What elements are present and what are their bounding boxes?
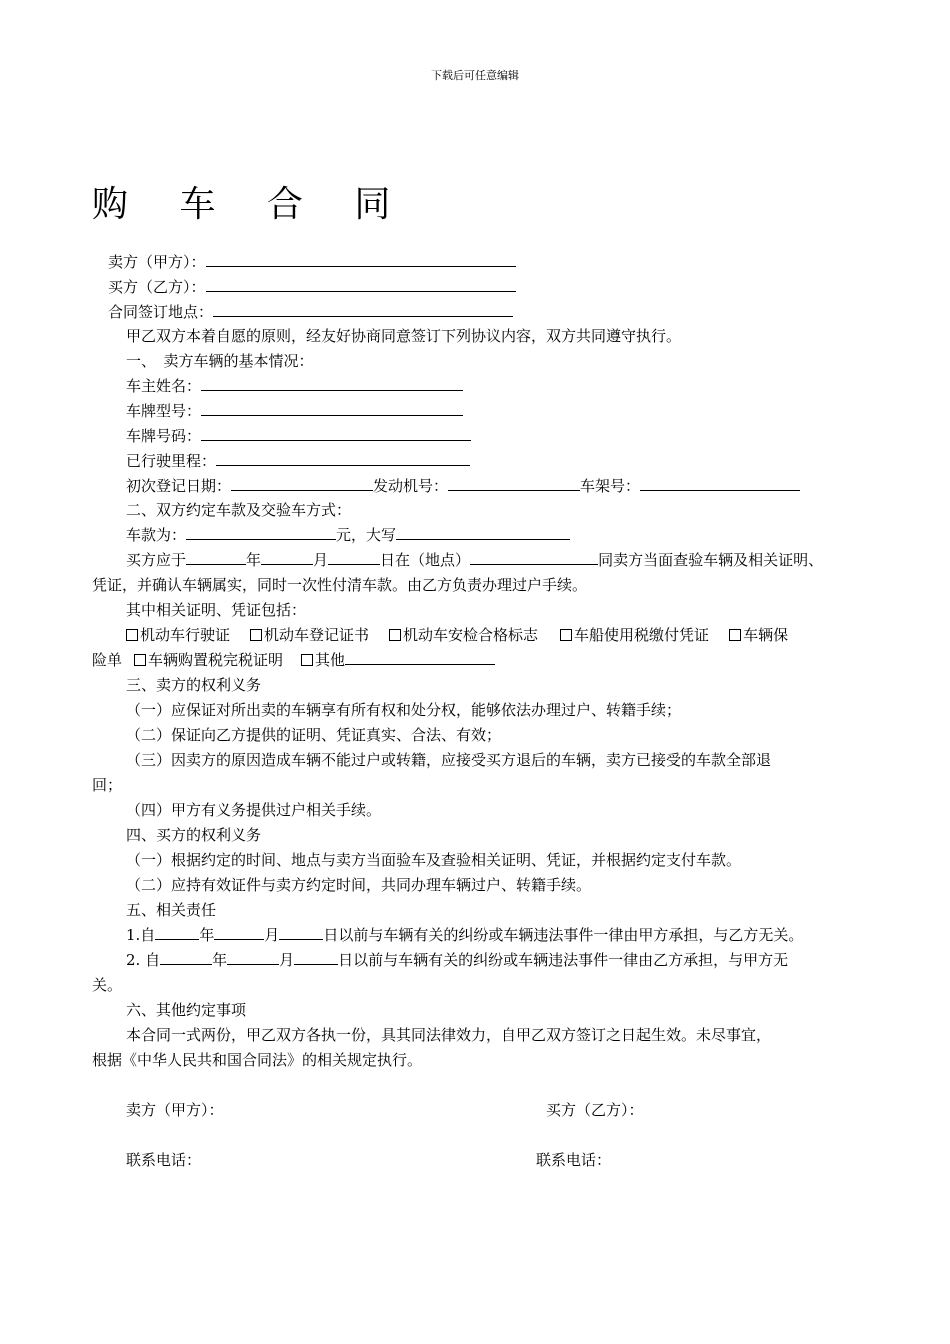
doc-label: 车辆购置税完税证明 — [148, 651, 284, 669]
buyer-line — [108, 277, 516, 297]
docs-title: 其中相关证明、凭证包括： — [126, 601, 307, 619]
doc-label: 机动车登记证书 — [264, 626, 370, 644]
inspection-line — [126, 550, 823, 570]
checkbox[interactable] — [560, 629, 572, 641]
section3-item: （一）应保证对所出卖的车辆享有所有权和处分权，能够依法办理过户、转籍手续； — [126, 701, 682, 719]
checkbox[interactable] — [729, 629, 741, 641]
liability-month-field[interactable] — [227, 950, 279, 965]
doc-item[interactable] — [301, 651, 345, 669]
doc-item[interactable] — [250, 626, 369, 644]
doc-label: 车船使用税缴付凭证 — [574, 626, 710, 644]
section2-title: 二、双方约定车款及交验车方式： — [126, 501, 352, 519]
docs-line-2 — [92, 650, 495, 670]
checkbox[interactable] — [126, 629, 138, 641]
price-line — [126, 525, 570, 545]
frame-label: 车架号： — [580, 477, 641, 495]
engine-label: 发动机号： — [373, 477, 449, 495]
section3-item: （二）保证向乙方提供的证明、凭证真实、合法、有效； — [126, 726, 502, 744]
doc-item[interactable] — [560, 626, 709, 644]
checkbox[interactable] — [389, 629, 401, 641]
section4-item: （一）根据约定的时间、地点与卖方当面验车及查验相关证明、凭证，并根据约定支付车款。 — [126, 851, 742, 869]
seller-label: 卖方（甲方）： — [108, 253, 206, 271]
seller-sign-label: 卖方（甲方）： — [126, 1101, 224, 1119]
checkbox[interactable] — [250, 629, 262, 641]
reg-date-field[interactable] — [231, 476, 373, 491]
year-label: 年 — [212, 951, 228, 969]
section4-item: （二）应持有效证件与卖方约定时间，共同办理车辆过户、转籍手续。 — [126, 876, 592, 894]
inspection-year-field[interactable] — [186, 550, 246, 565]
plate-line — [126, 426, 471, 446]
section6-title: 六、其他约定事项 — [126, 1001, 247, 1019]
liability-year-field[interactable] — [160, 950, 212, 965]
year-label: 年 — [199, 926, 215, 944]
owner-field[interactable] — [201, 376, 463, 391]
liability-day-field[interactable] — [294, 950, 338, 965]
seller-line — [108, 252, 516, 272]
doc-item[interactable] — [126, 626, 230, 644]
page-header: 下载后可任意编辑 — [431, 69, 519, 82]
docs-line-1 — [126, 625, 788, 645]
doc-label: 其他 — [315, 651, 346, 669]
month-label: 月 — [313, 551, 329, 569]
section1-title: 一、 卖方车辆的基本情况： — [126, 352, 314, 370]
liability-line-1 — [126, 925, 803, 945]
section6-text: 本合同一式两份，甲乙双方各执一份，具其同法律效力，自甲乙双方签订之日起生效。未尽事宜， — [126, 1026, 772, 1044]
inspection-text-a: 买方应于 — [126, 551, 187, 569]
doc-label: 机动车行驶证 — [140, 626, 231, 644]
model-line — [126, 401, 463, 421]
doc-item[interactable] — [729, 626, 788, 644]
place-line — [108, 302, 513, 322]
inspection-text-b: 同卖方当面查验车辆及相关证明、 — [598, 551, 824, 569]
liability-day-field[interactable] — [279, 925, 323, 940]
price-words-label: 元，大写 — [336, 526, 397, 544]
place-field[interactable] — [213, 302, 513, 317]
liability-text: 日以前与车辆有关的纠纷或车辆违法事件一律由乙方承担，与甲方无 — [338, 951, 789, 969]
doc-label: 车辆保 — [743, 626, 789, 644]
liability-num: 2. 自 — [126, 951, 161, 969]
checkbox[interactable] — [301, 654, 313, 666]
mileage-label: 已行驶里程： — [126, 452, 217, 470]
owner-label: 车主姓名： — [126, 377, 202, 395]
liability-text: 日以前与车辆有关的纠纷或车辆违法事件一律由甲方承担，与乙方无关。 — [323, 926, 804, 944]
doc-label-cont: 险单 — [92, 651, 123, 669]
owner-line — [126, 376, 463, 396]
liability-line-2 — [126, 950, 788, 970]
plate-field[interactable] — [201, 426, 471, 441]
frame-field[interactable] — [640, 476, 800, 491]
section4-title: 四、买方的权利义务 — [126, 826, 262, 844]
liability-text-cont: 关。 — [92, 976, 123, 994]
engine-field[interactable] — [448, 476, 580, 491]
seller-phone-label: 联系电话： — [126, 1151, 202, 1169]
mileage-line — [126, 451, 470, 471]
page-title: 购 车 合 同 — [92, 184, 411, 225]
inspection-day-field[interactable] — [328, 550, 380, 565]
month-label: 月 — [279, 951, 295, 969]
buyer-label: 买方（乙方）： — [108, 278, 206, 296]
doc-item[interactable] — [389, 626, 538, 644]
price-label: 车款为： — [126, 526, 187, 544]
year-label: 年 — [246, 551, 262, 569]
checkbox[interactable] — [134, 654, 146, 666]
plate-label: 车牌号码： — [126, 427, 202, 445]
reg-date-label: 初次登记日期： — [126, 477, 232, 495]
doc-item[interactable] — [134, 651, 283, 669]
liability-year-field[interactable] — [155, 925, 199, 940]
liability-month-field[interactable] — [214, 925, 264, 940]
inspection-text-c: 凭证，并确认车辆属实，同时一次性付清车款。由乙方负责办理过户手续。 — [92, 576, 588, 594]
buyer-field[interactable] — [206, 277, 516, 292]
model-label: 车牌型号： — [126, 402, 202, 420]
registration-line — [126, 476, 800, 496]
section3-title: 三、卖方的权利义务 — [126, 676, 262, 694]
liability-num: 1.自 — [126, 926, 156, 944]
seller-field[interactable] — [206, 252, 516, 267]
place-label: 合同签订地点： — [108, 303, 214, 321]
buyer-sign-label: 买方（乙方）： — [546, 1101, 644, 1119]
section5-title: 五、相关责任 — [126, 901, 217, 919]
buyer-phone-label: 联系电话： — [536, 1151, 612, 1169]
section3-item-cont: 回； — [92, 776, 123, 794]
doc-label: 机动车安检合格标志 — [403, 626, 539, 644]
section3-item: （四）甲方有义务提供过户相关手续。 — [126, 801, 382, 819]
inspection-place-field[interactable] — [470, 550, 598, 565]
mileage-field[interactable] — [216, 451, 470, 466]
price-field[interactable] — [186, 525, 336, 540]
section6-text-cont: 根据《中华人民共和国合同法》的相关规定执行。 — [92, 1051, 423, 1069]
day-place-label: 日在（地点） — [380, 551, 471, 569]
month-label: 月 — [264, 926, 280, 944]
inspection-month-field[interactable] — [261, 550, 313, 565]
other-doc-field[interactable] — [345, 650, 495, 665]
section3-item: （三）因卖方的原因造成车辆不能过户或转籍，应接受买方退后的车辆，卖方已接受的车款全部退 — [126, 751, 772, 769]
price-words-field[interactable] — [396, 525, 570, 540]
intro-text: 甲乙双方本着自愿的原则，经友好协商同意签订下列协议内容，双方共同遵守执行。 — [126, 327, 682, 345]
model-field[interactable] — [201, 401, 463, 416]
